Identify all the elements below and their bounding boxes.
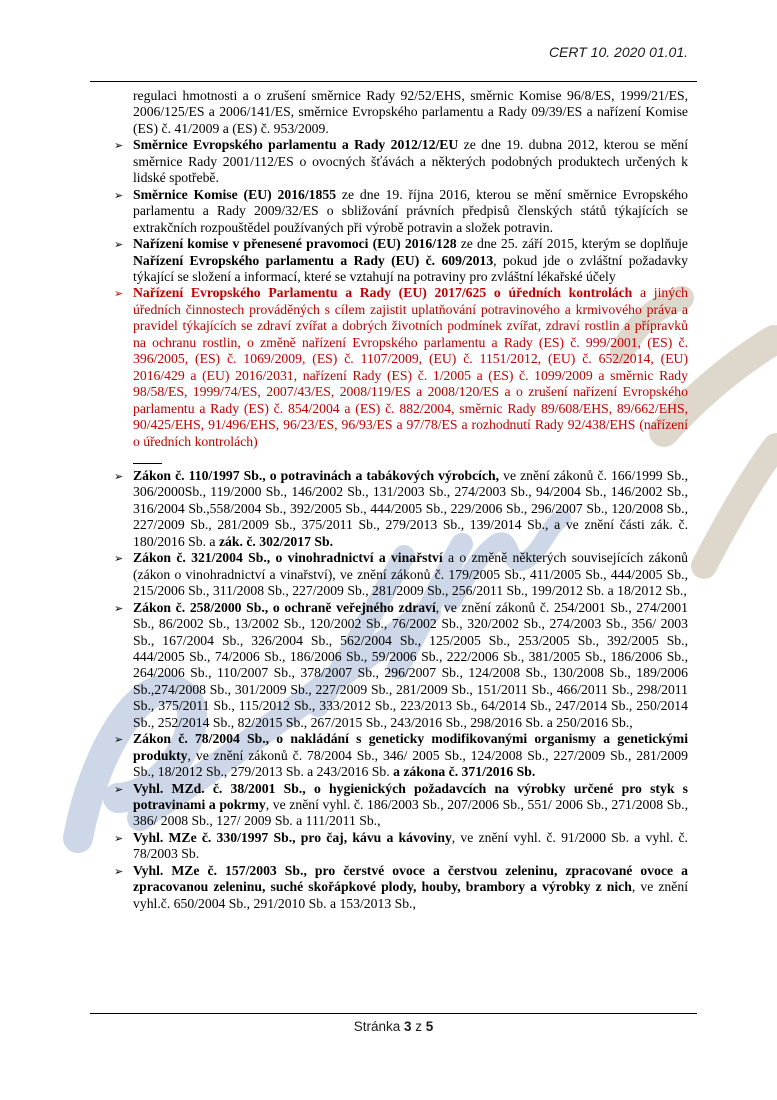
list-item-text: Nařízení komise v přenesené pravomoci (EU) 2016/128 ze dne 25. září 2015, kterým se doplňuje Nařízení Evropského parlamentu a Rady (EU) č. 609/2013, pokud jde o zvláštní požadavky týkající se složení a informací, které se vztahují na potraviny pro zvláštní lékařské účely	[133, 236, 688, 284]
arrow-bullet-icon: ➢	[114, 188, 124, 202]
list-item-text: Vyhl. MZe č. 157/2003 Sb., pro čerstvé ovoce a čerstvou zeleninu, zpracované ovoce a zpracovanou zeleninu, suché skořápkové plody, houby, brambory a výrobky z nich, ve znění vyhl.č. 650/2004 Sb., 291/2010 Sb. a 153/2013 Sb.,	[133, 862, 688, 911]
footnote-separator	[133, 463, 162, 464]
list-item	[114, 467, 689, 550]
arrow-bullet-icon: ➢	[114, 139, 124, 153]
list-item	[114, 137, 688, 186]
document-body	[114, 88, 689, 912]
watermark-tan-stroke	[704, 446, 776, 566]
list-item-text: Vyhl. MZd. č. 38/2001 Sb., o hygienických požadavcích na výrobky určené pro styk s potravinami a pokrmy, ve znění vyhl. č. 186/2003 Sb., 207/2006 Sb., 551/ 2006 Sb., 271/2008 Sb., 386/ 2008 Sb., 127/ 2009 Sb. a 111/2011 Sb.,	[133, 780, 688, 829]
list-item	[114, 550, 689, 599]
list-item-text: Nařízení Evropského Parlamentu a Rady (EU) 2017/625 o úředních kontrolách a jiných úředních činnostech prováděných s cílem zajistit uplatňování potravinového a krmivového práva a pravidel týkajících se zdraví zvířat a dobrých životních podmínek zvířat, zdraví rostlin a přípravků na ochranu rostlin, o změně nařízení Evropského parlamentu a Rady (ES) č. 999/2001, (ES) č. 396/2005, (ES) č. 1069/2009, (ES) č. 1107/2009, (EU) č. 1151/2012, (EU) č. 652/2014, (EU) 2016/429 a (EU) 2016/2031, nařízení Rady (ES) č. 1/2005 a (ES) č. 1099/2009 a směrnic Rady 98/58/ES, 1999/74/ES, 2007/43/ES, 2008/119/ES a 2008/120/ES a o zrušení nařízení Evropského parlamentu a Rady (ES) č. 854/2004 a (ES) č. 882/2004, směrnic Rady 89/608/EHS, 89/662/EHS, 90/425/EHS, 91/496/EHS, 96/23/ES, 96/93/ES a 97/78/ES a rozhodnutí Rady 92/438/EHS (nařízení o úředních kontrolách)	[133, 285, 689, 449]
list-item	[114, 236, 688, 285]
list-item-text: Zákon č. 110/1997 Sb., o potravinách a tabákových výrobcích, ve znění zákonů č. 166/1999 Sb., 306/2000Sb., 119/2000 Sb., 146/2002 Sb., 131/2003 Sb., 274/2003 Sb., 94/2004 Sb., 146/2002 Sb., 316/2004 Sb.,558/2004 Sb., 392/2005 Sb., 444/2005 Sb., 229/2006 Sb., 296/2007 Sb., 120/2008 Sb., 227/2009 Sb., 281/2009 Sb., 375/2011 Sb., 279/2013 Sb., 139/2014 Sb., a ve znění části zák. č. 180/2016 Sb. a zák. č. 302/2017 Sb.	[133, 467, 689, 549]
list-item-text: Směrnice Komise (EU) 2016/1855 ze dne 19. října 2016, kterou se mění směrnice Evropského parlamentu a Rady 2009/32/ES o sbližování právních předpisů členských států týkajících se extrakčních rozpouštědel používaných při výrobě potravin a složek potravin.	[133, 186, 688, 235]
list-item	[114, 599, 688, 732]
list-item	[114, 829, 688, 863]
arrow-bullet-icon: ➢	[114, 287, 124, 301]
arrow-bullet-icon: ➢	[114, 831, 124, 845]
arrow-bullet-icon: ➢	[114, 238, 124, 252]
arrow-bullet-icon: ➢	[114, 552, 124, 566]
arrow-bullet-icon: ➢	[114, 864, 124, 878]
list-item	[114, 285, 689, 450]
intro-paragraph: regulaci hmotnosti a o zrušení směrnice Rady 92/52/EHS, směrnic Komise 96/8/ES, 1999/21/ES, 2006/125/ES a 2006/141/ES, směrnice Evropského parlamentu a Rady 09/39/ES a nařízení Komise (ES) č. 41/2009 a (ES) č. 953/2009.	[133, 88, 688, 136]
list-item	[114, 862, 688, 912]
list-item	[114, 186, 688, 236]
regulation-list	[114, 137, 689, 912]
list-item-text: Směrnice Evropského parlamentu a Rady 2012/12/EU ze dne 19. dubna 2012, kterou se mění směrnice Rady 2001/112/ES o ovocných šťávách a některých podobných produktech určených k lidské spotřebě.	[133, 137, 688, 186]
arrow-bullet-icon: ➢	[114, 782, 124, 796]
list-item-text: Zákon č. 258/2000 Sb., o ochraně veřejného zdraví, ve znění zákonů č. 254/2001 Sb., 274/2001 Sb., 86/2002 Sb., 13/2002 Sb., 120/2002 Sb., 76/2002 Sb., 320/2002 Sb., 274/2003 Sb., 356/ 2003 Sb., 167/2004 Sb., 326/2004 Sb., 562/2004 Sb., 125/2005 Sb., 253/2005 Sb., 392/2005 Sb., 444/2005 Sb., 74/2006 Sb., 186/2006 Sb., 59/2006 Sb., 222/2006 Sb., 381/2005 Sb., 186/2006 Sb., 264/2006 Sb., 110/2007 Sb., 378/2007 Sb., 296/2007 Sb., 124/2008 Sb., 130/2008 Sb., 189/2006 Sb.,274/2008 Sb., 301/2009 Sb., 227/2009 Sb., 281/2009 Sb., 151/2011 Sb., 466/2011 Sb., 298/2011 Sb., 375/2011 Sb., 115/2012 Sb., 333/2012 Sb., 223/2013 Sb., 64/2014 Sb., 247/2014 Sb., 250/2014 Sb., 252/2014 Sb., 82/2015 Sb., 267/2015 Sb., 243/2016 Sb., 298/2016 Sb. a 250/2016 Sb.,	[133, 599, 688, 730]
list-item-text: Vyhl. MZe č. 330/1997 Sb., pro čaj, kávu a kávoviny, ve znění vyhl. č. 91/2000 Sb. a vyhl. č. 78/2003 Sb.	[133, 829, 688, 862]
list-item	[114, 780, 688, 830]
list-item-text: Zákon č. 321/2004 Sb., o vinohradnictví a vinařství a o změně některých souvisejících zákonů (zákon o vinohradnictví a vinařství), ve znění zákonů č. 179/2005 Sb., 411/2005 Sb., 444/2005 Sb., 215/2006 Sb., 311/2008 Sb., 227/2009 Sb., 281/2009 Sb., 256/2011 Sb., 199/2012 Sb. a 18/2012 Sb.,	[133, 550, 689, 599]
arrow-bullet-icon: ➢	[114, 469, 124, 483]
header-text: CERT 10. 2020 01.01.	[548, 44, 688, 60]
list-item-text: Zákon č. 78/2004 Sb., o nakládání s geneticky modifikovanými organismy a genetickými produkty, ve znění zákonů č. 78/2004 Sb., 346/ 2005 Sb., 124/2008 Sb., 227/2009 Sb., 281/2009 Sb., 18/2012 Sb., 279/2013 Sb. a 243/2016 Sb. a zákona č. 371/2016 Sb.	[133, 731, 688, 780]
footer-rule	[90, 1013, 697, 1014]
page-number: Stránka 3 z 5	[353, 1019, 434, 1034]
arrow-bullet-icon: ➢	[114, 601, 124, 615]
header-rule	[90, 81, 697, 82]
list-item	[114, 731, 688, 780]
arrow-bullet-icon: ➢	[114, 733, 124, 747]
